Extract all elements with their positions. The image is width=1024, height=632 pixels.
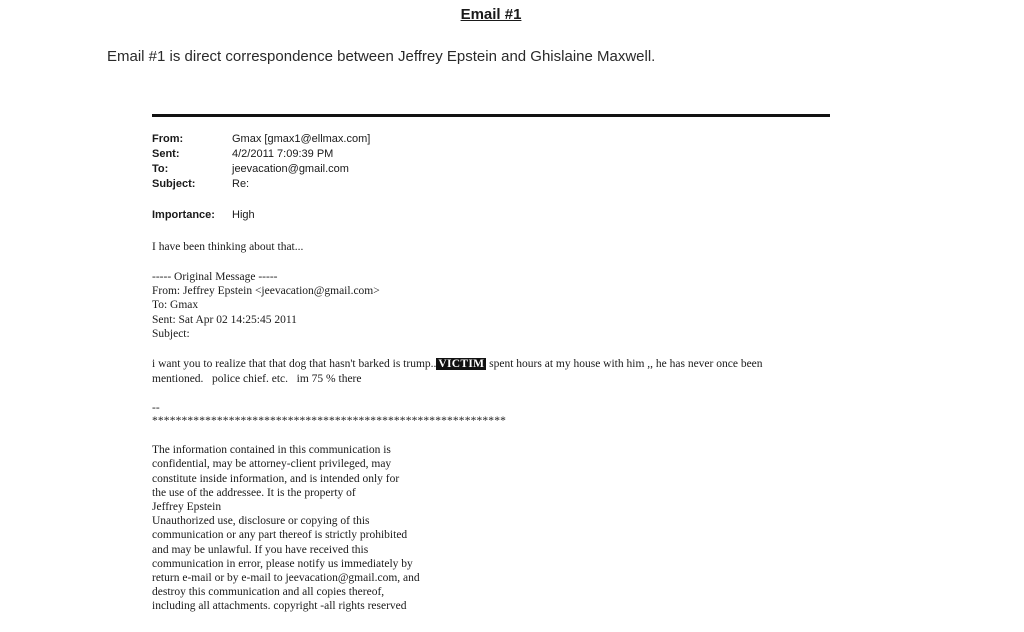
disclaimer-line: including all attachments. copyright -all rights reserved	[152, 600, 407, 613]
disclaimer-line: constitute inside information, and is intended only for	[152, 472, 400, 485]
subject-row	[152, 177, 249, 192]
disclaimer-line: confidential, may be attorney-client privileged, may	[152, 458, 392, 471]
subject-value: Re:	[232, 178, 250, 190]
header-divider	[152, 114, 830, 117]
original-sent: Sent: Sat Apr 02 14:25:45 2011	[152, 314, 297, 326]
disclaimer-line: return e-mail or by e-mail to jeevacation@gmail.com, and	[152, 572, 420, 585]
disclaimer	[152, 429, 420, 628]
disclaimer-line: communication or any part thereof is strictly prohibited	[152, 529, 408, 542]
from-row	[152, 132, 370, 147]
original-marker: ----- Original Message -----	[152, 271, 278, 283]
from-label: From:	[152, 133, 184, 145]
sent-label: Sent:	[152, 148, 180, 160]
disclaimer-line: the use of the addressee. It is the property of	[152, 486, 356, 499]
sent-row	[152, 147, 333, 162]
to-label: To:	[152, 163, 169, 175]
disclaimer-line: communication in error, please notify us immediately by	[152, 557, 413, 570]
disclaimer-line: and may be unlawful. If you have received this	[152, 543, 369, 556]
page-heading: Email #1	[460, 6, 522, 23]
body-line-1	[152, 357, 763, 371]
intro-text: Email #1 is direct correspondence between Jeffrey Epstein and Ghislaine Maxwell.	[107, 48, 656, 65]
subject-label: Subject:	[152, 178, 196, 190]
importance-label: Importance:	[152, 209, 215, 221]
importance-row	[152, 208, 255, 223]
disclaimer-line: Jeffrey Epstein	[152, 501, 222, 514]
redaction-label: VICTIM	[438, 358, 485, 370]
original-to: To: Gmax	[152, 299, 199, 311]
sent-value: 4/2/2011 7:09:39 PM	[232, 148, 334, 160]
disclaimer-line: Unauthorized use, disclosure or copying of this	[152, 515, 370, 528]
body-line-2: mentioned. police chief. etc. im 75 % there	[152, 373, 362, 385]
to-value: jeevacation@gmail.com	[232, 163, 349, 175]
signature-dash: --	[152, 402, 160, 414]
original-from: From: Jeffrey Epstein <jeevacation@gmail.com>	[152, 285, 380, 297]
original-subject: Subject:	[152, 328, 190, 340]
reply-text: I have been thinking about that...	[152, 241, 304, 253]
disclaimer-line: The information contained in this communication is	[152, 444, 391, 457]
signature-stars: ************************************************************	[152, 415, 506, 427]
body-before: i want you to realize that that dog that hasn't barked is trump..	[152, 358, 437, 370]
importance-value: High	[232, 209, 255, 221]
to-row	[152, 162, 349, 177]
from-value: Gmax [gmax1@ellmax.com]	[232, 133, 371, 145]
disclaimer-line: destroy this communication and all copies thereof,	[152, 586, 385, 599]
body-after: spent hours at my house with him ,, he has never once been	[486, 358, 763, 370]
